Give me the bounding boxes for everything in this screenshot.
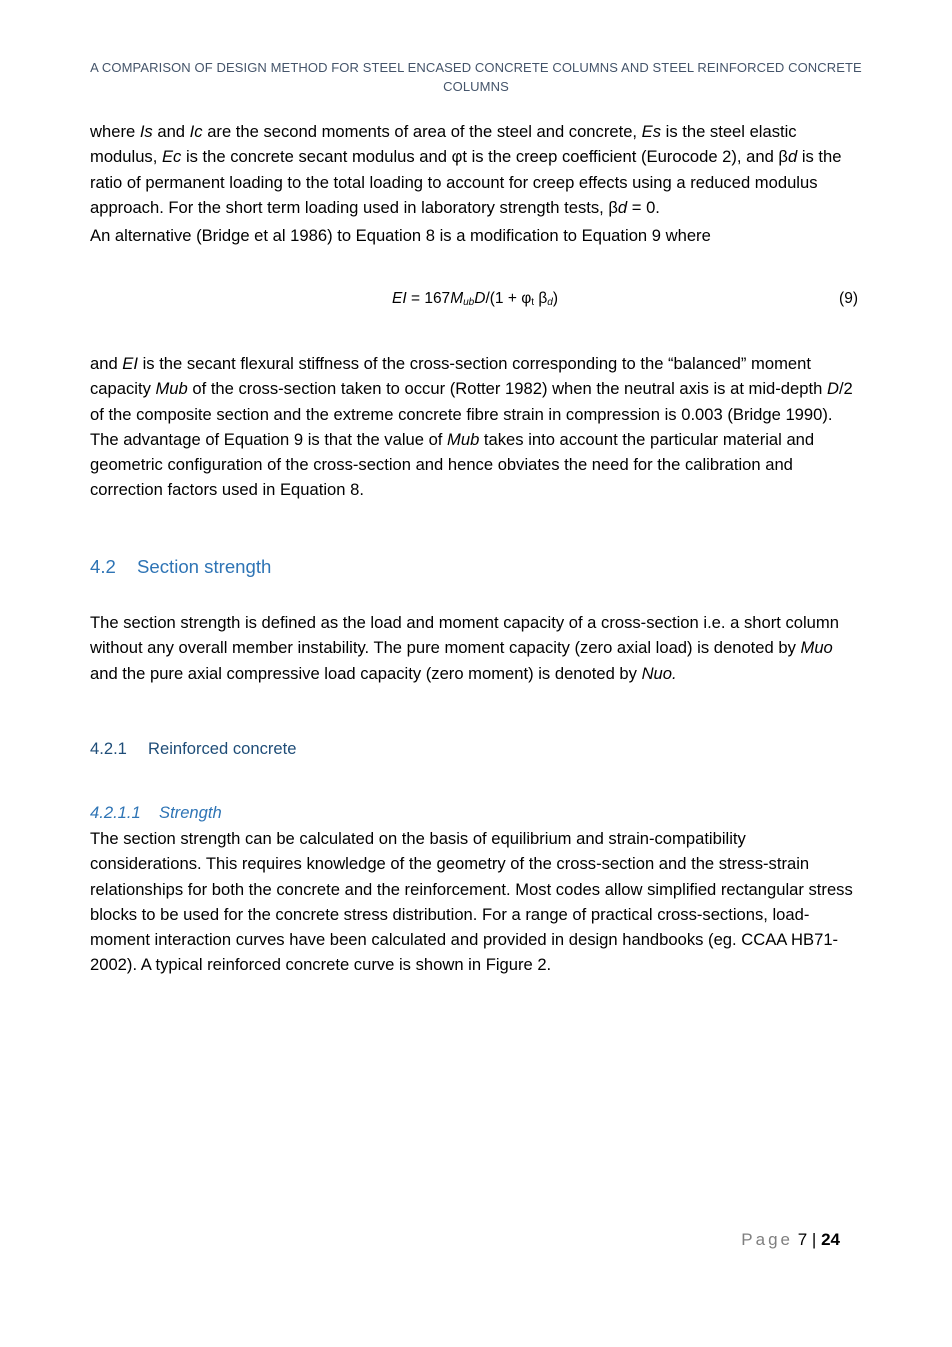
equation-9: [90, 288, 860, 310]
header-title-line-2: COLUMNS: [443, 79, 509, 94]
paragraph-symbol-definitions: where Is and Ic are the second moments of area of the steel and concrete, Es is the steel elastic modulus, Ec is the concrete secant modulus and φt is the creep coefficient (Eurocode 2), and βd is the ratio of permanent loading to the total loading to account for creep effects using a reduced modulus approach. For the short term loading used in laboratory strength tests, βd = 0.: [90, 122, 842, 217]
page-word: Page: [741, 1230, 793, 1249]
equation-body: EI = $167M_{ub}D/(1 + \varphi_t$ $\beta_d$): [392, 290, 558, 308]
heading-number: 4.2.1: [90, 739, 127, 758]
page-separator: |: [811, 1230, 817, 1249]
paragraph-section-strength: The section strength is defined as the load and moment capacity of a cross-section i.e. a short column without any overall member instability. The pure moment capacity (zero axial load) is denoted by Muo and the pure axial compressive load capacity (zero moment) is denoted by Nuo.: [90, 613, 839, 683]
heading-strength: [90, 802, 222, 824]
paragraph-alternative-equation: An alternative (Bridge et al 1986) to Equation 8 is a modification to Equation 9 where: [90, 226, 711, 245]
total-pages: 24: [821, 1230, 840, 1249]
page-footer: [741, 1229, 840, 1251]
header-title-line-1: A COMPARISON OF DESIGN METHOD FOR STEEL ENCASED CONCRETE COLUMNS AND STEEL REINFORCED CONCRETE: [90, 60, 862, 75]
running-header: [90, 58, 862, 96]
heading-number: 4.2.1.1: [90, 803, 141, 822]
equation-number: (9): [839, 290, 858, 307]
paragraph-strength-calculation: The section strength can be calculated on the basis of equilibrium and strain-compatibility considerations. This requires knowledge of the geometry of the cross-section and the stress-strain relationships for both the concrete and the reinforcement. Most codes allow simplified rectangular stress blocks to be used for the concrete stress distribution. For a range of practical cross-sections, load-moment interaction curves have been calculated and provided in design handbooks (eg. CCAA HB71-2002). A typical reinforced concrete curve is shown in Figure 2.: [90, 829, 853, 975]
heading-number: 4.2: [90, 556, 116, 577]
paragraph-secant-stiffness: and EI is the secant flexural stiffness of the cross-section corresponding to the “balanced” moment capacity Mub of the cross-section taken to occur (Rotter 1982) when the neutral axis is at mid-depth D/2 of the composite section and the extreme concrete fibre strain in compression is 0.003 (Bridge 1990). The advantage of Equation 9 is that the value of Mub takes into account the particular material and geometric configuration of the cross-section and hence obviates the need for the calibration and correction factors used in Equation 8.: [90, 354, 853, 500]
heading-title: Section strength: [137, 556, 272, 577]
heading-section-strength: [90, 555, 271, 579]
heading-reinforced-concrete: [90, 738, 297, 760]
heading-title: Strength: [159, 803, 222, 822]
heading-title: Reinforced concrete: [148, 739, 297, 758]
page-number: 7: [797, 1230, 808, 1249]
